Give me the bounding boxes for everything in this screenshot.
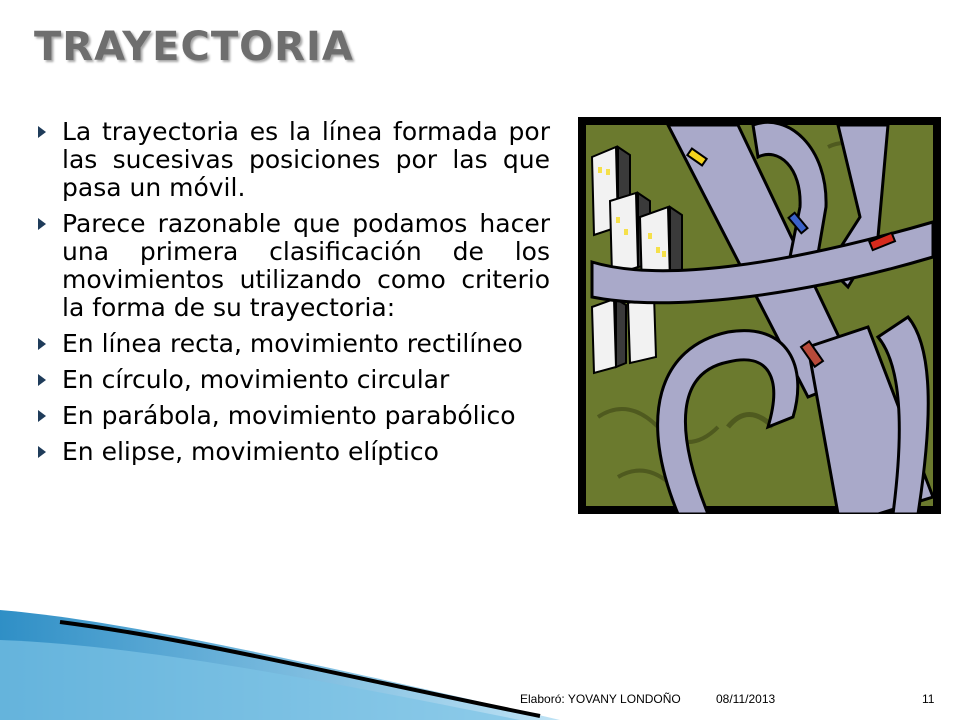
triangle-bullet-icon bbox=[38, 410, 46, 422]
bullet-text: En elipse, movimiento elíptico bbox=[62, 437, 439, 466]
bullet-text: La trayectoria es la línea formada por las sucesivas posiciones por las que pasa un móvil. bbox=[62, 117, 550, 202]
bullet-text: En círculo, movimiento circular bbox=[62, 365, 450, 394]
page-number: 11 bbox=[922, 692, 935, 706]
triangle-bullet-icon bbox=[38, 446, 46, 458]
bullet-item bbox=[34, 118, 550, 202]
bullet-item bbox=[34, 402, 550, 430]
bullet-list bbox=[34, 118, 550, 474]
bullet-item bbox=[34, 366, 550, 394]
footer-date: 08/11/2013 bbox=[716, 692, 776, 706]
triangle-bullet-icon bbox=[38, 338, 46, 350]
bullet-item bbox=[34, 330, 550, 358]
footer-author: Elaboró: YOVANY LONDOÑO bbox=[520, 692, 681, 706]
bullet-item bbox=[34, 210, 550, 322]
bullet-text: En parábola, movimiento parabólico bbox=[62, 401, 516, 430]
bullet-text: Parece razonable que podamos hacer una primera clasificación de los movimientos utilizando como criterio la forma de su trayectoria: bbox=[62, 209, 550, 322]
triangle-bullet-icon bbox=[38, 218, 46, 230]
decorative-swoosh bbox=[0, 600, 560, 720]
triangle-bullet-icon bbox=[38, 374, 46, 386]
bullet-item bbox=[34, 438, 550, 466]
triangle-bullet-icon bbox=[38, 126, 46, 138]
bullet-text: En línea recta, movimiento rectilíneo bbox=[62, 329, 523, 358]
slide-title: TRAYECTORIA bbox=[34, 24, 354, 70]
highway-interchange-clipart bbox=[578, 117, 941, 514]
